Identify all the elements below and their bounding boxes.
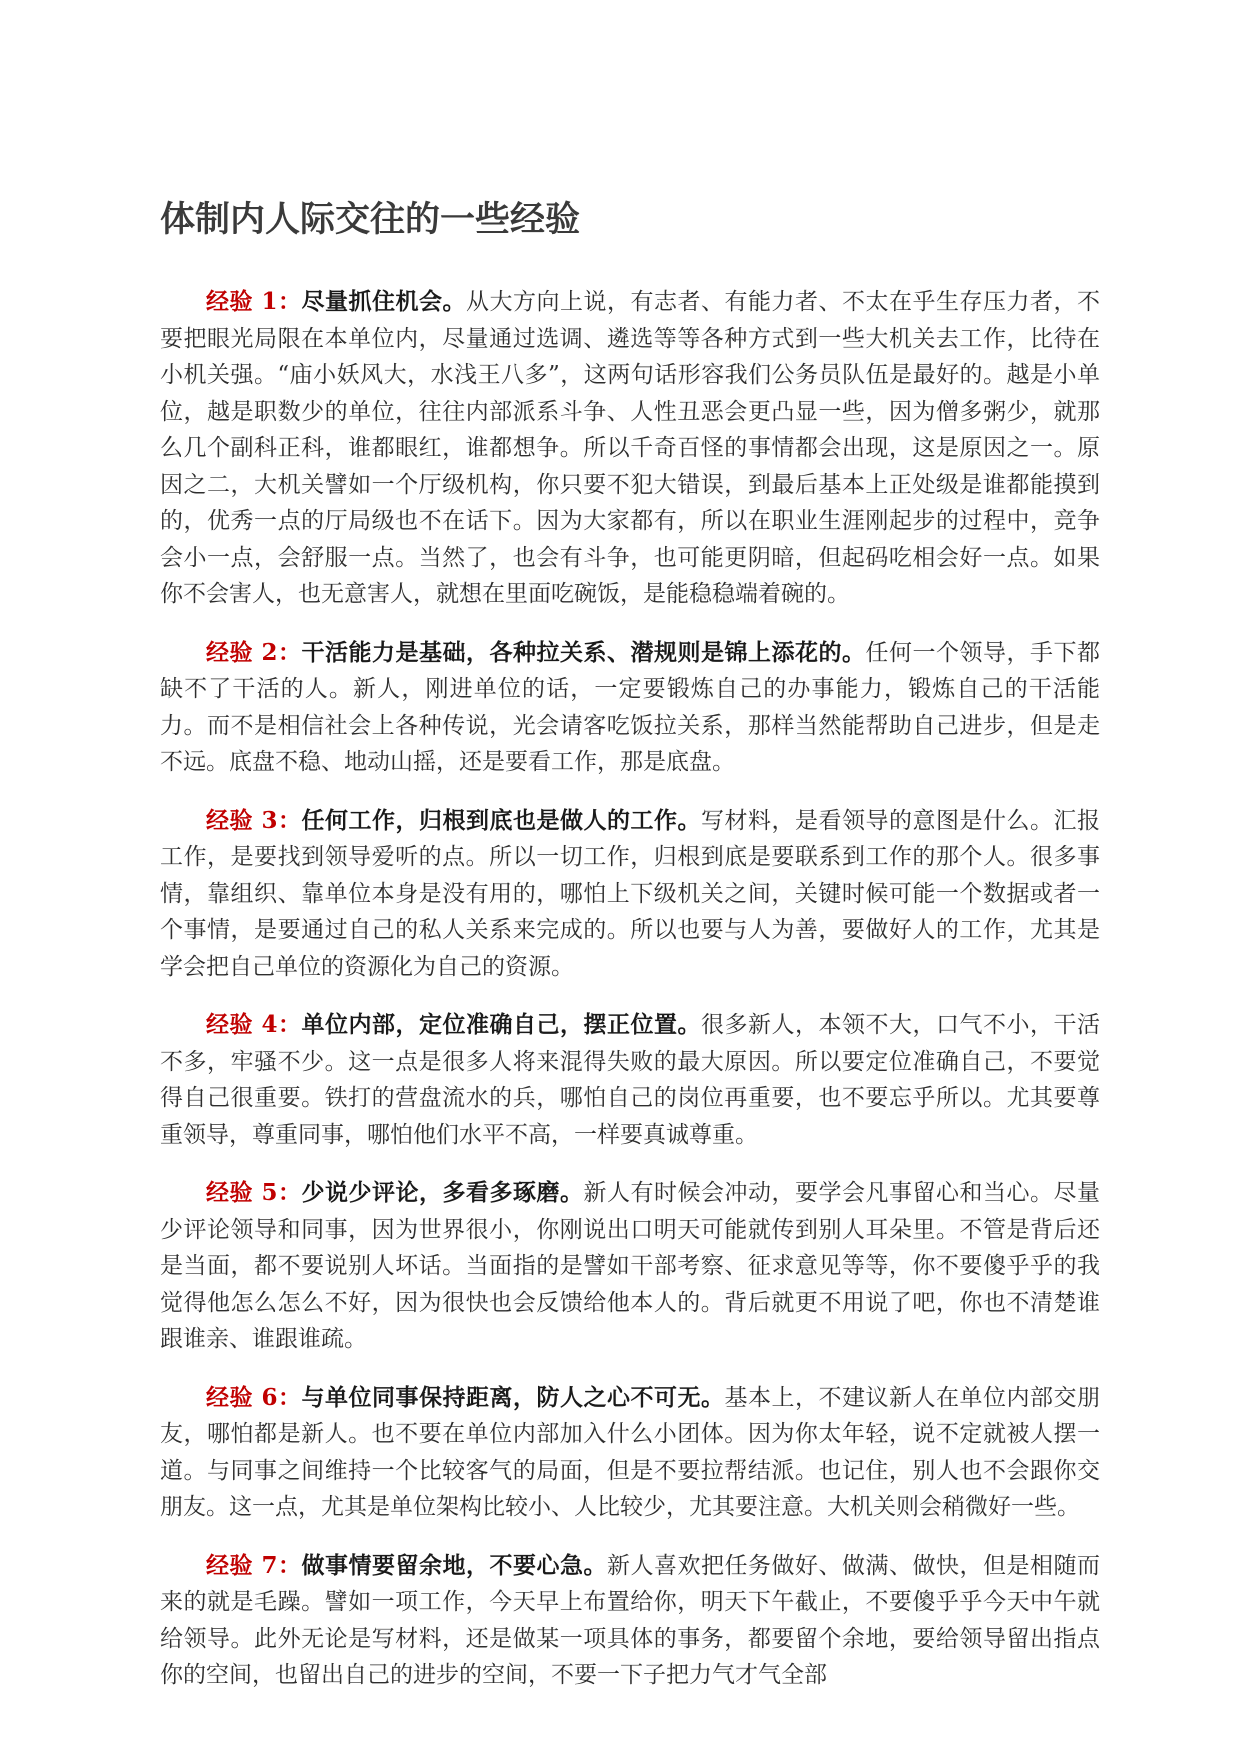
section-heading: 单位内部，定位准确自己，摆正位置。 (301, 1011, 702, 1038)
section-4 (160, 1007, 1100, 1153)
section-label: 经验 3： (206, 806, 302, 834)
section-label: 经验 6： (206, 1383, 302, 1411)
document-title: 体制内人际交往的一些经验 (160, 200, 581, 240)
section-7 (160, 1548, 1100, 1694)
section-6 (160, 1380, 1100, 1526)
section-body: 很多新人，本领不大，口气不小，干活不多，牢骚不少。这一点是很多人将来混得失败的最大原因。所以要定位准确自己，不要觉得自己很重要。铁打的营盘流水的兵，哪怕自己的岗位再重要，也不要忘乎所以。尤其要尊重领导，尊重同事，哪怕他们水平不高，一样要真诚尊重。 (160, 1012, 1101, 1148)
section-body: 任何一个领导，手下都缺不了干活的人。新人，刚进单位的话，一定要锻炼自己的办事能力，锻炼自己的干活能力。而不是相信社会上各种传说，光会请客吃饭拉关系，那样当然能帮助自己进步，但是走不远。底盘不稳、地动山摇，还是要看工作，那是底盘。 (160, 639, 1101, 775)
section-label: 经验 7： (206, 1551, 302, 1579)
section-label: 经验 4： (206, 1011, 302, 1038)
document-page (160, 196, 1100, 1716)
section-3 (160, 803, 1100, 986)
section-heading: 尽量抓住机会。 (301, 288, 467, 315)
section-heading: 做事情要留余地，不要心急。 (301, 1551, 608, 1579)
section-heading: 任何工作，归根到底也是做人的工作。 (301, 806, 702, 834)
section-body: 新人有时候会冲动，要学会凡事留心和当心。尽量少评论领导和同事，因为世界很小，你刚说出口明天可能就传到别人耳朵里。不管是背后还是当面，都不要说别人坏话。当面指的是譬如干部考察、征求意见等等，你不要傻乎乎的我觉得他怎么怎么不好，因为很快也会反馈给他本人的。背后就更不用说了吧，你也不清楚谁跟谁亲、谁跟谁疏。 (160, 1180, 1101, 1352)
section-heading: 少说少评论，多看多琢磨。 (301, 1179, 584, 1206)
section-body: 从大方向上说，有志者、有能力者、不太在乎生存压力者，不要把眼光局限在本单位内，尽量通过选调、遴选等等各种方式到一些大机关去工作，比待在小机关强。“庙小妖风大，水浅王八多”，这两句话形容我们公务员队伍是最好的。越是小单位，越是职数少的单位，往往内部派系斗争、人性丑恶会更凸显一些，因为僧多粥少，就那么几个副科正科，谁都眼红，谁都想争。所以千奇百怪的事情都会出现，这是原因之一。原因之二，大机关譬如一个厅级机构，你只要不犯大错误，到最后基本上正处级是谁都能摸到的，优秀一点的厅局级也不在话下。因为大家都有，所以在职业生涯刚起步的过程中，竞争会小一点，会舒服一点。当然了，也会有斗争，也可能更阴暗，但起码吃相会好一点。如果你不会害人，也无意害人，就想在里面吃碗饭，是能稳稳端着碗的。 (160, 289, 1101, 607)
section-label: 经验 5： (206, 1179, 302, 1206)
section-1 (160, 284, 1100, 613)
section-heading: 与单位同事保持距离，防人之心不可无。 (301, 1383, 725, 1411)
section-2 (160, 635, 1100, 781)
section-5 (160, 1175, 1100, 1358)
section-heading: 干活能力是基础，各种拉关系、潜规则是锦上添花的。 (301, 638, 866, 666)
section-body: 写材料，是看领导的意图是什么。汇报工作，是要找到领导爱听的点。所以一切工作，归根到底是要联系到工作的那个人。很多事情，靠组织、靠单位本身是没有用的，哪怕上下级机关之间，关键时候可能一个数据或者一个事情，是要通过自己的私人关系来完成的。所以也要与人为善，要做好人的工作，尤其是学会把自己单位的资源化为自己的资源。 (160, 807, 1101, 980)
section-body: 基本上，不建议新人在单位内部交朋友，哪怕都是新人。也不要在单位内部加入什么小团体。因为你太年轻，说不定就被人摆一道。与同事之间维持一个比较客气的局面，但是不要拉帮结派。也记住，别人也不会跟你交朋友。这一点，尤其是单位架构比较小、人比较少，尤其要注意。大机关则会稍微好一些。 (160, 1384, 1101, 1520)
section-label: 经验 1： (206, 288, 302, 315)
section-body: 新人喜欢把任务做好、做满、做快，但是相随而来的就是毛躁。譬如一项工作，今天早上布置给你，明天下午截止，不要傻乎乎今天中午就给领导。此外无论是写材料，还是做某一项具体的事务，都要留个余地，要给领导留出指点你的空间，也留出自己的进步的空间，不要一下子把力气才气全部 (160, 1552, 1101, 1688)
section-label: 经验 2： (206, 638, 302, 666)
